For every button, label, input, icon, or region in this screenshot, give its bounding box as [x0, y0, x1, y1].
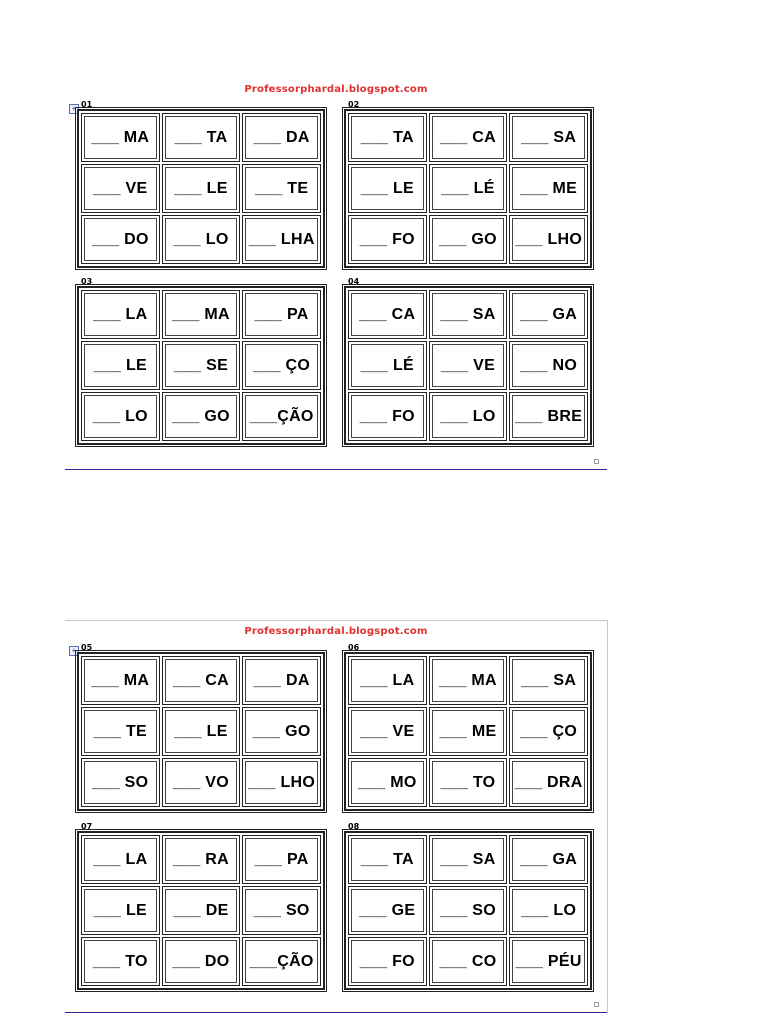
syllable-text: ___ VO: [172, 773, 230, 791]
syllable-cell: [162, 113, 241, 162]
syllable-text: ___ DO: [172, 952, 230, 970]
syllable-text: ___ SO: [253, 901, 310, 919]
syllable-cell: [81, 707, 160, 756]
syllable-cell: [81, 835, 160, 884]
syllable-cell: [509, 656, 588, 705]
syllable-cell: [429, 758, 508, 807]
syllable-text: ___ DA: [253, 128, 310, 146]
syllable-text: ___ DRA: [514, 773, 583, 791]
syllable-text: ___ LA: [360, 671, 415, 689]
syllable-grid: [77, 652, 325, 811]
syllable-text: ___ CO: [439, 952, 497, 970]
syllable-text: ___ ÇO: [253, 356, 311, 374]
syllable-cell: [242, 707, 321, 756]
syllable-grid: [77, 286, 325, 445]
syllable-text: ___ TO: [92, 952, 148, 970]
syllable-text: ___ LHA: [248, 230, 315, 248]
syllable-cell: [429, 886, 508, 935]
syllable-text: ___ MA: [91, 671, 150, 689]
syllable-cell: [509, 290, 588, 339]
syllable-cell: [162, 392, 241, 441]
syllable-cell: [81, 758, 160, 807]
syllable-cell: [81, 886, 160, 935]
site-title[interactable]: Professorphardal.blogspot.com: [244, 84, 428, 95]
syllable-cell: [162, 215, 241, 264]
syllable-text: ___ÇÃO: [249, 407, 314, 425]
syllable-text: ___ CA: [172, 671, 230, 689]
syllable-cell: [429, 707, 508, 756]
syllable-cell: [242, 164, 321, 213]
syllable-cell: [162, 707, 241, 756]
block-number: 01: [81, 100, 93, 109]
syllable-text: ___ LO: [521, 901, 577, 919]
syllable-cell: [509, 707, 588, 756]
syllable-text: ___ TE: [93, 722, 148, 740]
syllable-cell: [348, 758, 427, 807]
syllable-cell: [348, 835, 427, 884]
syllable-cell: [509, 886, 588, 935]
syllable-cell: [509, 937, 588, 986]
syllable-text: ___ GO: [252, 722, 311, 740]
syllable-cell: [429, 164, 508, 213]
block-number: 02: [348, 100, 360, 109]
syllable-text: ___ SA: [440, 305, 496, 323]
syllable-text: ___ VE: [440, 356, 496, 374]
syllable-text: ___ SE: [173, 356, 229, 374]
syllable-cell: [348, 215, 427, 264]
syllable-text: ___ LE: [93, 356, 148, 374]
syllable-text: ___ LA: [93, 850, 148, 868]
syllable-cell: [509, 392, 588, 441]
syllable-cell: [348, 392, 427, 441]
syllable-cell: [509, 113, 588, 162]
syllable-text: ___ PA: [254, 850, 309, 868]
syllable-text: ___ TA: [360, 128, 414, 146]
syllable-text: ___ PA: [254, 305, 309, 323]
syllable-cell: [348, 656, 427, 705]
syllable-text: ___ NO: [520, 356, 578, 374]
block-number: 03: [81, 277, 93, 286]
syllable-grid: [344, 831, 592, 990]
syllable-cell: [348, 886, 427, 935]
syllable-cell: [81, 164, 160, 213]
syllable-text: ___ TA: [360, 850, 414, 868]
syllable-cell: [162, 164, 241, 213]
syllable-text: ___ TE: [254, 179, 309, 197]
syllable-text: ___ÇÃO: [249, 952, 314, 970]
syllable-text: ___ ME: [439, 722, 497, 740]
syllable-cell: [429, 341, 508, 390]
divider-line: [65, 469, 607, 470]
syllable-text: ___ SO: [439, 901, 497, 919]
site-title[interactable]: Professorphardal.blogspot.com: [244, 626, 428, 637]
corner-marker: [594, 459, 599, 464]
syllable-cell: [429, 835, 508, 884]
syllable-text: ___ RA: [172, 850, 230, 868]
syllable-text: ___ GA: [520, 305, 578, 323]
syllable-cell: [509, 758, 588, 807]
syllable-cell: [242, 937, 321, 986]
syllable-cell: [348, 113, 427, 162]
syllable-text: ___ LO: [440, 407, 496, 425]
syllable-cell: [242, 113, 321, 162]
syllable-cell: [242, 835, 321, 884]
block-number: 07: [81, 822, 93, 831]
syllable-text: ___ BRE: [515, 407, 583, 425]
syllable-text: ___ PÉU: [515, 952, 582, 970]
syllable-text: ___ TO: [440, 773, 496, 791]
syllable-cell: [429, 392, 508, 441]
syllable-text: ___ MA: [91, 128, 150, 146]
syllable-text: ___ LHO: [248, 773, 316, 791]
syllable-text: ___ ME: [520, 179, 578, 197]
syllable-cell: [242, 215, 321, 264]
syllable-text: ___ LÉ: [441, 179, 495, 197]
syllable-cell: [348, 341, 427, 390]
syllable-text: ___ DE: [173, 901, 229, 919]
syllable-cell: [162, 341, 241, 390]
syllable-text: ___ TA: [174, 128, 228, 146]
expand-plus-icon[interactable]: +: [69, 104, 79, 114]
syllable-cell: [242, 656, 321, 705]
syllable-cell: [429, 937, 508, 986]
syllable-cell: [81, 113, 160, 162]
syllable-cell: [509, 164, 588, 213]
syllable-text: ___ ÇO: [520, 722, 578, 740]
syllable-text: ___ LA: [93, 305, 148, 323]
syllable-cell: [81, 290, 160, 339]
syllable-text: ___ FO: [359, 407, 415, 425]
syllable-cell: [81, 341, 160, 390]
syllable-cell: [509, 341, 588, 390]
syllable-cell: [242, 886, 321, 935]
syllable-grid: [77, 109, 325, 268]
syllable-text: ___ LO: [173, 230, 229, 248]
syllable-text: ___ LE: [174, 722, 228, 740]
syllable-text: ___ MA: [172, 305, 230, 323]
syllable-cell: [162, 656, 241, 705]
syllable-text: ___ SA: [440, 850, 496, 868]
syllable-grid: [77, 831, 325, 990]
syllable-text: ___ LHO: [515, 230, 583, 248]
syllable-cell: [162, 290, 241, 339]
syllable-cell: [509, 835, 588, 884]
syllable-cell: [429, 215, 508, 264]
syllable-text: ___ SA: [521, 671, 577, 689]
syllable-text: ___ MA: [439, 671, 497, 689]
syllable-text: ___ DA: [253, 671, 310, 689]
block-number: 06: [348, 643, 360, 652]
syllable-cell: [348, 707, 427, 756]
syllable-text: ___ DO: [91, 230, 149, 248]
syllable-text: ___ GO: [172, 407, 230, 425]
syllable-text: ___ SO: [92, 773, 149, 791]
worksheet-2: [65, 620, 608, 1013]
syllable-text: ___ LO: [92, 407, 148, 425]
syllable-cell: [429, 656, 508, 705]
syllable-cell: [242, 392, 321, 441]
syllable-cell: [429, 113, 508, 162]
expand-plus-icon[interactable]: +: [69, 646, 79, 656]
syllable-cell: [348, 290, 427, 339]
syllable-cell: [81, 215, 160, 264]
syllable-cell: [81, 392, 160, 441]
syllable-cell: [242, 290, 321, 339]
syllable-text: ___ MO: [357, 773, 417, 791]
syllable-text: ___ CA: [359, 305, 416, 323]
syllable-text: ___ GE: [359, 901, 416, 919]
syllable-text: ___ VE: [93, 179, 148, 197]
syllable-cell: [162, 886, 241, 935]
syllable-text: ___ GA: [520, 850, 578, 868]
syllable-grid: [344, 652, 592, 811]
syllable-cell: [242, 758, 321, 807]
syllable-cell: [162, 758, 241, 807]
divider-line: [65, 1012, 607, 1013]
syllable-cell: [348, 164, 427, 213]
block-number: 04: [348, 277, 360, 286]
syllable-cell: [429, 290, 508, 339]
corner-marker: [594, 1002, 599, 1007]
syllable-text: ___ VE: [360, 722, 415, 740]
syllable-cell: [509, 215, 588, 264]
syllable-cell: [81, 937, 160, 986]
block-number: 05: [81, 643, 93, 652]
syllable-cell: [81, 656, 160, 705]
worksheet-1: [65, 78, 607, 470]
syllable-cell: [162, 937, 241, 986]
syllable-text: ___ CA: [439, 128, 497, 146]
syllable-text: ___ LE: [93, 901, 148, 919]
syllable-grid: [344, 109, 592, 268]
syllable-text: ___ FO: [359, 230, 415, 248]
syllable-text: ___ LE: [360, 179, 415, 197]
syllable-text: ___ FO: [359, 952, 415, 970]
syllable-text: ___ LÉ: [360, 356, 415, 374]
syllable-cell: [162, 835, 241, 884]
syllable-cell: [348, 937, 427, 986]
block-number: 08: [348, 822, 360, 831]
syllable-cell: [242, 341, 321, 390]
syllable-text: ___ GO: [439, 230, 497, 248]
syllable-text: ___ LE: [174, 179, 228, 197]
syllable-grid: [344, 286, 592, 445]
syllable-text: ___ SA: [521, 128, 577, 146]
